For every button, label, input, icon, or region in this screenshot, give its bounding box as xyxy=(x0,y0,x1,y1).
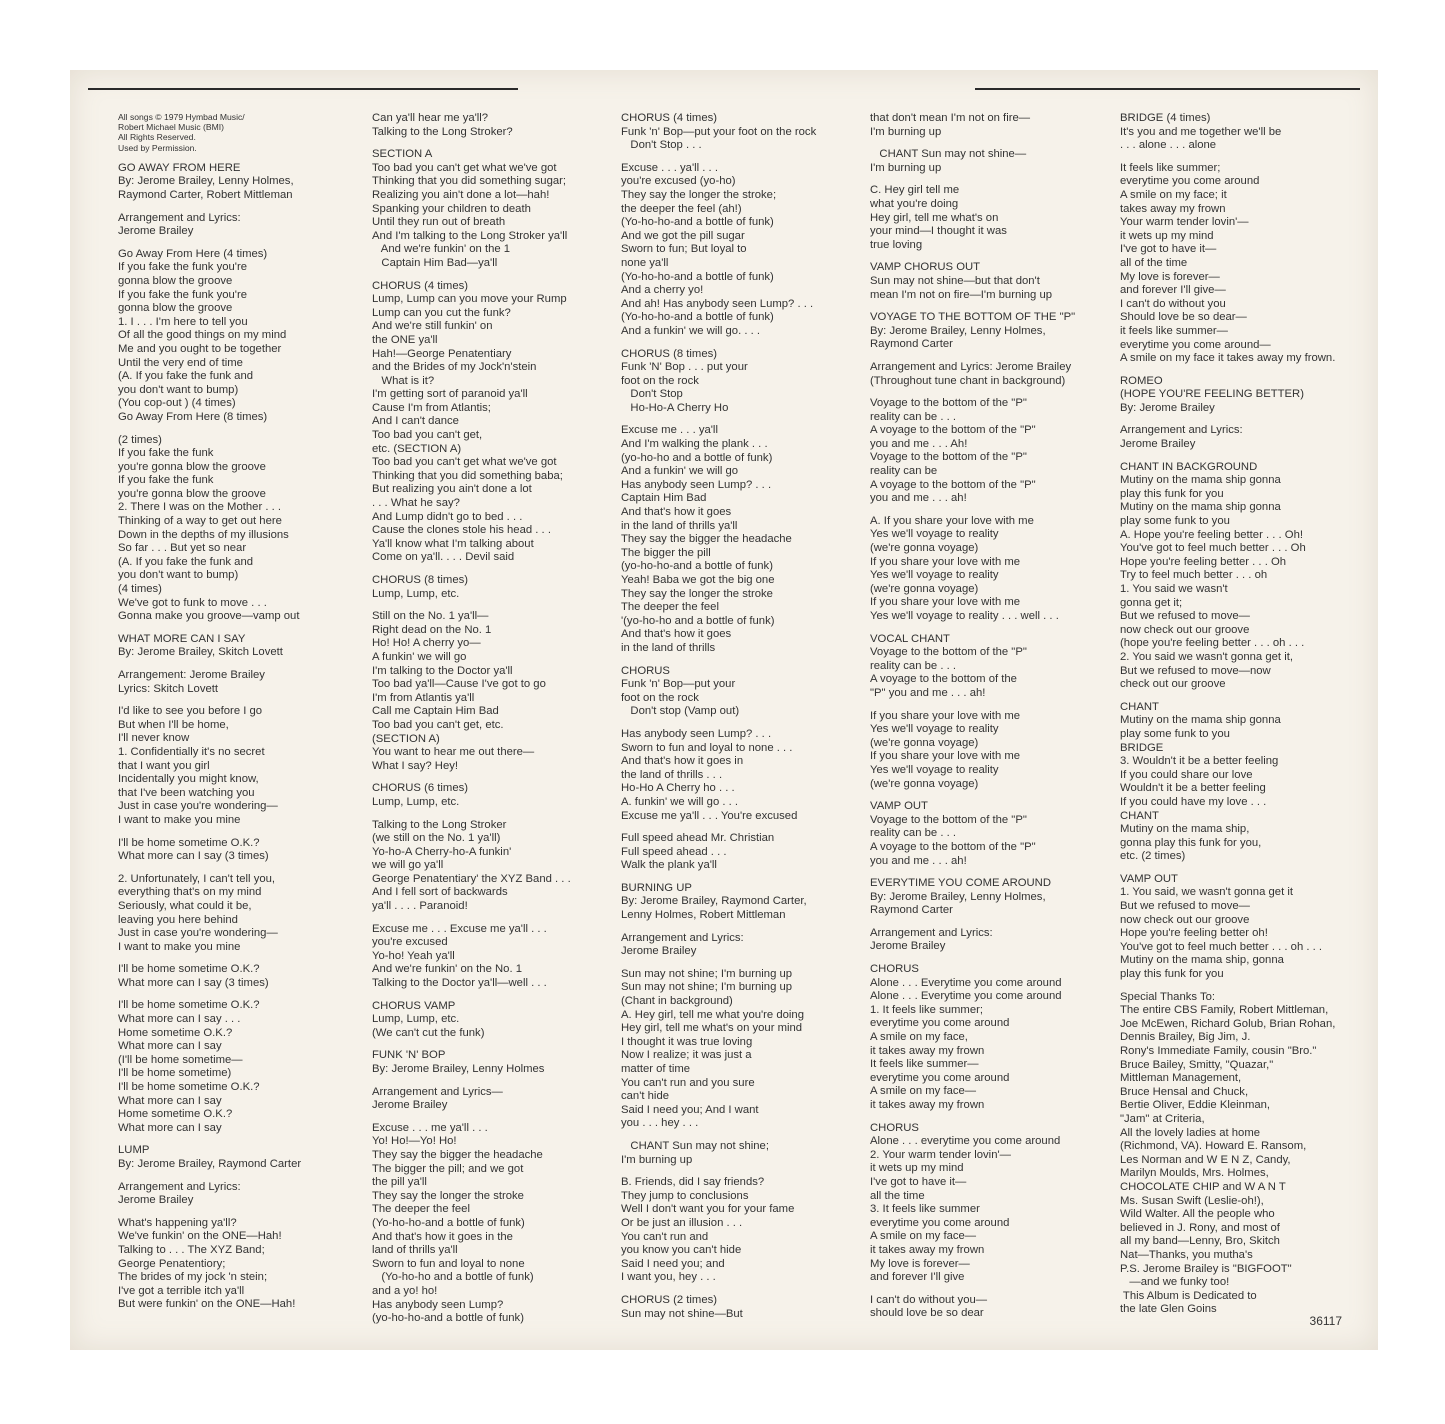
lyric-block: CHORUS Alone . . . everytime you come around 2. Your warm tender lovin'— it wets up my mind I've got to have it— all the time 3. It feels like summer everytime you come around A smile on my face— it takes away my frown My love is forever— and forever I'll give xyxy=(870,1121,1061,1284)
lyric-block: What's happening ya'll? We've funkin' on the ONE—Hah! Talking to . . . The XYZ Band; George Penatentiory; The brides of my jock 'n stein; I've got a terrible itch ya'll But were funkin' on the ONE—Hah! xyxy=(118,1216,296,1311)
lyric-block: Can ya'll hear me ya'll? Talking to the Long Stroker? xyxy=(372,112,513,138)
lyric-block: Still on the No. 1 ya'll— Right dead on the No. 1 Ho! Ho! A cherry yo— A funkin' we will go I'm talking to the Doctor ya'll Too bad ya'll—Cause I've got to go I'm from Atlantis ya'll Call me Captain Him Bad Too bad you can't get, etc. (SECTION A) You want to hear me out there— What I say? Hey! xyxy=(372,610,546,772)
lyric-block: CHANT Sun may not shine— I'm burning up xyxy=(870,148,1027,174)
lyric-block: CHORUS (8 times) Funk 'N' Bop . . . put your foot on the rock Don't Stop Ho-Ho-A Cherry Ho xyxy=(621,347,748,414)
lyric-block: Excuse me . . . ya'll And I'm walking the plank . . . (yo-ho-ho and a bottle of funk) And a funkin' we will go Has anybody seen Lump? . . . Captain Him Bad And that's how it goes in the land of thrills ya'll They say the bigger the headache The bigger the pill (yo-ho-ho-and a bottle of funk) Yeah! Baba we got the big one They say the longer the stroke The deeper the feel '(yo-ho-ho and a bottle of funk) And that's how it goes in the land of thrills xyxy=(621,424,792,654)
lyric-block: Arrangement and Lyrics: Jerome Brailey (Throughout tune chant in background) xyxy=(870,360,1072,387)
lyric-block: that don't mean I'm not on fire— I'm burning up xyxy=(870,112,1031,138)
lyric-block: Has anybody seen Lump? . . . Sworn to fun and loyal to none . . . And that's how it goes in the land of thrills . . . Ho-Ho A Cherry ho . . . A. funkin' we will go . . . Excuse me ya'll . . . You're excused xyxy=(621,727,798,822)
lyric-block: Excuse . . . me ya'll . . . Yo! Ho!—Yo! Ho! They say the bigger the headache The bigger the pill; and we got the pill ya'll They say the longer the stroke The deeper the feel (Yo-ho-ho-and a bottle of funk) And that's how it goes in the land of thrills ya'll Sworn to fun and loyal to none (Yo-ho-ho and a bottle of funk) and a yo! ho! Has anybody seen Lump? (yo-ho-ho-and a bottle of funk) xyxy=(372,1121,543,1325)
lyrics-column-5 xyxy=(1120,112,1360,1326)
lyric-block: Special Thanks To: The entire CBS Family, Robert Mittleman, Joe McEwen, Richard Golub, Brian Rohan, Dennis Brailey, Big Jim, J. Rony's Immediate Family, cousin "Bro." Bruce Bailey, Smitty, "Quazar," Mittleman Management, Bruce Hensal and Chuck, Bertie Oliver, Eddie Kleinman, "Jam" at Criteria, All the lovely ladies at home (Richmond, VA). Howard E. Ransom, Les Norman and W E N Z, Candy, Marilyn Moulds, Mrs. Holmes, CHOCOLATE CHIP and W A N T Ms. Susan Swift (Leslie-oh!), Wild Walter. All the people who believed in J. Rony, and most of all my band—Lenny, Bro, Skitch Nat—Thanks, you mutha's P.S. Jerome Brailey is "BIGFOOT" —and we funky too! This Album is Dedicated to the late Glen Goins xyxy=(1120,990,1336,1316)
lyric-block: Arrangement and Lyrics: Jerome Brailey xyxy=(118,211,241,238)
lyric-block: B. Friends, did I say friends? They jump to conclusions Well I don't want you for your fame Or be just an illusion . . . You can't run and you know you can't hide Said I need you; and I want you, hey . . . xyxy=(621,1176,795,1284)
lyric-block: All songs © 1979 Hymbad Music/ Robert Michael Music (BMI) All Rights Reserved. Used by Permission. xyxy=(118,112,245,153)
lyric-block: LUMP By: Jerome Brailey, Raymond Carter xyxy=(118,1144,302,1170)
lyric-block: CHORUS (4 times) Lump, Lump can you move your Rump Lump can you cut the funk? And we're still funkin' on the ONE ya'll Hah!—George Penatentiary and the Brides of my Jock'n'stein What is it? I'm getting sort of paranoid ya'll Cause I'm from Atlantis; And I can't dance Too bad you can't get, etc. (SECTION A) Too bad you can't get what we've got Thinking that you did something baba; But realizing you ain't done a lot . . . What he say? And Lump didn't go to bed . . . Cause the clones stole his head . . . Ya'll know what I'm talking about Come on ya'll. . . . Devil said xyxy=(372,279,567,564)
top-edge-line-left xyxy=(88,88,518,90)
lyric-block: VAMP OUT 1. You said, we wasn't gonna get it But we refused to move— now check out our groove Hope you're feeling better oh! You've got to feel much better . . . oh . . . Mutiny on the mama ship, gonna play this funk for you xyxy=(1120,872,1323,981)
lyric-block: VAMP CHORUS OUT Sun may not shine—but that don't mean I'm not on fire—I'm burning up xyxy=(870,261,1053,301)
lyric-block: ROMEO (HOPE YOU'RE FEELING BETTER) By: Jerome Brailey xyxy=(1120,374,1304,414)
lyric-block: VAMP OUT Voyage to the bottom of the "P" reality can be . . . A voyage to the bottom of the "P" you and me . . . ah! xyxy=(870,800,1036,867)
lyric-block: SECTION A Too bad you can't get what we've got Thinking that you did something sugar; Realizing you ain't done a lot—hah! Spanking your children to death Until they run out of breath And I'm talking to the Long Stroker ya'll And we're funkin' on the 1 Captain Him Bad—ya'll xyxy=(372,148,568,269)
lyric-block: Voyage to the bottom of the "P" reality can be . . . A voyage to the bottom of the "P" you and me . . . Ah! Voyage to the bottom of the "P" reality can be A voyage to the bottom of the "P" you and me . . . ah! xyxy=(870,397,1036,505)
lyrics-column-4 xyxy=(870,112,1110,1330)
lyric-block: CHANT IN BACKGROUND Mutiny on the mama ship gonna play this funk for you Mutiny on the mama ship gonna play some funk to you A. Hope you're feeling better . . . Oh! You've got to feel much better . . . Oh Hope you're feeling better . . . Oh Try to feel much better . . . oh 1. You said we wasn't gonna get it; But we refused to move— now check out our groove (hope you're feeling better . . . oh . . . 2. You said we wasn't gonna get it, But we refused to move—now check out our groove xyxy=(1120,460,1306,691)
lyric-block: 2. Unfortunately, I can't tell you, everything that's on my mind Seriously, what could it be, leaving you here behind Just in case you're wondering— I want to make you mine xyxy=(118,872,278,953)
lyric-block: Talking to the Long Stroker (we still on the No. 1 ya'll) Yo-ho-A Cherry-ho-A funkin' we will go ya'll George Penatentiary' the XYZ Band . . . And I fell sort of backwards ya'll . . . . Paranoid! xyxy=(372,818,571,913)
lyric-sheet xyxy=(70,70,1378,1350)
lyric-block: VOYAGE TO THE BOTTOM OF THE "P" By: Jerome Brailey, Lenny Holmes, Raymond Carter xyxy=(870,311,1076,351)
lyric-block: BURNING UP By: Jerome Brailey, Raymond Carter, Lenny Holmes, Robert Mittleman xyxy=(621,881,807,922)
lyric-block: BRIDGE (4 times) It's you and me together we'll be . . . alone . . . alone xyxy=(1120,112,1282,152)
lyric-block: Arrangement and Lyrics— Jerome Brailey xyxy=(372,1085,503,1112)
lyric-block: FUNK 'N' BOP By: Jerome Brailey, Lenny Holmes xyxy=(372,1049,545,1075)
lyric-block: Arrangement and Lyrics: Jerome Brailey xyxy=(621,931,744,958)
catalog-number: 36117 xyxy=(1309,1314,1342,1328)
lyric-block: Excuse me . . . Excuse me ya'll . . . you're excused Yo-ho! Yeah ya'll And we're funkin' on the No. 1 Talking to the Doctor ya'll—well . . . xyxy=(372,922,547,990)
lyric-block: CHORUS VAMP Lump, Lump, etc. (We can't cut the funk) xyxy=(372,999,485,1039)
lyric-block: WHAT MORE CAN I SAY By: Jerome Brailey, Skitch Lovett xyxy=(118,632,283,659)
lyric-block: CHORUS (8 times) Lump, Lump, etc. xyxy=(372,574,469,600)
top-edge-line-right xyxy=(975,88,1360,90)
lyric-block: Arrangement and Lyrics: Jerome Brailey xyxy=(870,926,993,953)
lyric-block: I'll be home sometime O.K.? What more can I say . . . Home sometime O.K.? What more can I say (I'll be home sometime— I'll be home sometime) I'll be home sometime O.K.? What more can I say Home sometime O.K.? What more can I say xyxy=(118,999,260,1134)
lyric-block: Sun may not shine; I'm burning up Sun may not shine; I'm burning up (Chant in background) A. Hey girl, tell me what you're doing Hey girl, tell me what's on your mind I thought it was true loving Now I realize; it was just a matter of time You can't run and you sure can't hide Said I need you; And I want you . . . hey . . . xyxy=(621,967,804,1130)
lyric-block: Arrangement: Jerome Brailey Lyrics: Skitch Lovett xyxy=(118,669,265,695)
lyric-block: I'll be home sometime O.K.? What more can I say (3 times) xyxy=(118,963,269,989)
lyric-block: (2 times) If you fake the funk you're gonna blow the groove If you fake the funk you're gonna blow the groove 2. There I was on the Mother . . . Thinking of a way to get out here Down in the depths of my illusions So far . . . But yet so near (A. If you fake the funk and you don't want to bump) (4 times) We've got to funk to move . . . Gonna make you groove—vamp out xyxy=(118,433,300,623)
lyric-block: GO AWAY FROM HERE By: Jerome Brailey, Lenny Holmes, Raymond Carter, Robert Mittleman xyxy=(118,161,294,201)
lyric-block: A. If you share your love with me Yes we'll voyage to reality (we're gonna voyage) If you share your love with me Yes we'll voyage to reality (we're gonna voyage) If you share your love with me Yes we'll voyage to reality . . . well . . . xyxy=(870,514,1059,622)
lyric-block: I'll be home sometime O.K.? What more can I say (3 times) xyxy=(118,836,269,863)
lyric-block: CHANT Sun may not shine; I'm burning up xyxy=(621,1139,769,1166)
lyric-block: Go Away From Here (4 times) If you fake the funk you're gonna blow the groove If you fake the funk you're gonna blow the groove 1. I . . . I'm here to tell you Of all the good things on my mind Me and you ought to be together Until the very end of time (A. If you fake the funk and you don't want to bump) (You cop-out ) (4 times) Go Away From Here (8 times) xyxy=(118,247,287,423)
lyric-block: I'd like to see you before I go But when I'll be home, I'll never know 1. Confidentially it's no secret that I want you girl Incidentally you might know, that I've been watching you Just in case you're wondering— I want to make you mine xyxy=(118,705,278,826)
lyric-block: EVERYTIME YOU COME AROUND By: Jerome Brailey, Lenny Holmes, Raymond Carter xyxy=(870,877,1051,917)
lyric-block: I can't do without you— should love be so dear xyxy=(870,1293,988,1320)
lyric-block: Arrangement and Lyrics: Jerome Brailey xyxy=(1120,424,1243,451)
lyric-block: It feels like summer; everytime you come around A smile on my face; it takes away my frown Your warm tender lovin'— it wets up my mind I've got to have it— all of the time My love is forever— and forever I'll give— I can't do without you Should love be so dear— it feels like summer— everytime you come around— A smile on my face it takes away my frown. xyxy=(1120,161,1336,365)
lyric-block: Excuse . . . ya'll . . . you're excused (yo-ho) They say the longer the stroke; the deeper the feel (ah!) (Yo-ho-ho-and a bottle of funk) And we got the pill sugar Sworn to fun; But loyal to none ya'll (Yo-ho-ho-and a bottle of funk) And a cherry yo! And ah! Has anybody seen Lump? . . . (Yo-ho-ho-and a bottle of funk) And a funkin' we will go. . . . xyxy=(621,161,814,337)
lyric-block: Full speed ahead Mr. Christian Full speed ahead . . . Walk the plank ya'll xyxy=(621,832,775,872)
lyric-block: If you share your love with me Yes we'll voyage to reality (we're gonna voyage) If you share your love with me Yes we'll voyage to reality (we're gonna voyage) xyxy=(870,709,1021,790)
lyric-block: CHORUS (2 times) Sun may not shine—But xyxy=(621,1293,743,1320)
lyrics-column-1 xyxy=(118,112,358,1321)
lyric-block: Arrangement and Lyrics: Jerome Brailey xyxy=(118,1180,241,1207)
lyric-block: CHORUS Alone . . . Everytime you come around Alone . . . Everytime you come around 1. It feels like summer; everytime you come around A smile on my face, it takes away my frown It feels like summer— everytime you come around A smile on my face— it takes away my frown xyxy=(870,963,1062,1111)
lyric-block: CHORUS (6 times) Lump, Lump, etc. xyxy=(372,782,469,808)
lyric-block: C. Hey girl tell me what you're doing Hey girl, tell me what's on your mind—I thought it was true loving xyxy=(870,184,1007,251)
lyrics-column-2 xyxy=(372,112,612,1335)
lyric-block: VOCAL CHANT Voyage to the bottom of the "P" reality can be . . . A voyage to the bottom of the "P" you and me . . . ah! xyxy=(870,632,1027,699)
lyric-block: CHORUS Funk 'n' Bop—put your foot on the rock Don't stop (Vamp out) xyxy=(621,664,740,718)
lyrics-column-3 xyxy=(621,112,861,1330)
lyric-block: CHORUS (4 times) Funk 'n' Bop—put your foot on the rock Don't Stop . . . xyxy=(621,112,817,152)
lyric-block: CHANT Mutiny on the mama ship gonna play some funk to you BRIDGE 3. Wouldn't it be a better feeling If you could share our love Wouldn't it be a better feeling If you could have my love . . . CHANT Mutiny on the mama ship, gonna play this funk for you, etc. (2 times) xyxy=(1120,700,1281,863)
